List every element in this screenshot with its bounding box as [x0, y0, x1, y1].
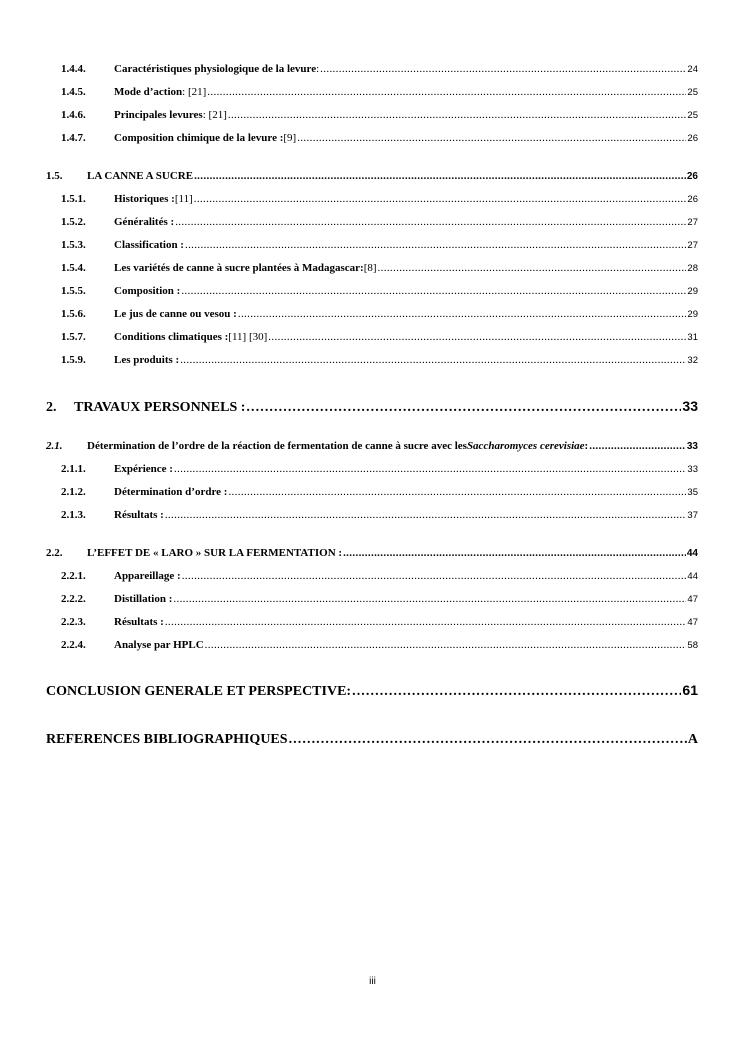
toc-title: TRAVAUX PERSONNELS : [74, 400, 246, 415]
toc-entry-1-5-2[interactable] [61, 216, 698, 228]
toc-entry-1-4-4[interactable] [61, 63, 698, 75]
toc-page: A [687, 732, 698, 747]
toc-title: Principales levures [114, 109, 203, 121]
toc-title: Classification : [114, 239, 184, 251]
toc-entry-2-2[interactable] [46, 547, 698, 559]
toc-number: 2.2. [46, 547, 63, 559]
toc-page: 29 [687, 286, 698, 297]
toc-number: 1.5.2. [61, 216, 86, 228]
toc-reference: : [21] [202, 109, 227, 121]
toc-number: 2. [46, 400, 57, 415]
toc-entry-1-4-6[interactable] [61, 109, 698, 121]
toc-number: 1.5.6. [61, 308, 86, 320]
toc-reference: [11] [174, 193, 193, 205]
toc-page: 27 [687, 217, 698, 228]
toc-title: Analyse par HPLC [114, 639, 204, 651]
toc-title: Appareillage : [114, 570, 181, 582]
toc-title: Détermination d’ordre : [114, 486, 228, 498]
toc-number: 1.5.5. [61, 285, 86, 297]
toc-number: 2.2.1. [61, 570, 86, 582]
toc-page: 29 [687, 309, 698, 320]
toc-page: 58 [687, 640, 698, 651]
toc-title: Composition chimique de la levure : [114, 132, 284, 144]
toc-number: 1.5. [46, 170, 63, 182]
toc-page: 27 [687, 240, 698, 251]
dot-leader [180, 354, 686, 366]
dot-leader [207, 86, 686, 98]
toc-page: 47 [687, 594, 698, 605]
toc-title: Composition : [114, 285, 181, 297]
page-number: iii [369, 976, 376, 987]
toc-entry-1-4-7[interactable] [61, 132, 698, 144]
toc-page: 44 [686, 548, 698, 559]
dot-leader [268, 331, 686, 343]
dot-leader [352, 684, 681, 700]
toc-number: 1.4.7. [61, 132, 86, 144]
toc-number: 2.2.3. [61, 616, 86, 628]
toc-page: 47 [687, 617, 698, 628]
toc-page: 33 [686, 441, 698, 452]
toc-title: Détermination de l’ordre de la réaction de fermentation de canne à sucre avec les [87, 440, 467, 452]
toc-number: 1.5.7. [61, 331, 86, 343]
toc-entry-1-5-1[interactable] [61, 193, 698, 205]
toc-title: REFERENCES BIBLIOGRAPHIQUES [46, 732, 288, 747]
dot-leader [205, 639, 687, 651]
toc-title-species: Saccharomyces cerevisiae [466, 440, 585, 452]
toc-number: 2.1. [46, 440, 63, 452]
toc-page: 26 [687, 133, 698, 144]
toc-entry-1-5-7[interactable] [61, 331, 698, 343]
toc-number: 1.5.9. [61, 354, 86, 366]
toc-entry-2-1-3[interactable] [61, 509, 698, 521]
toc-page: 37 [687, 510, 698, 521]
dot-leader [378, 262, 687, 274]
toc-title: CONCLUSION GENERALE ET PERSPECTIVE: [46, 684, 352, 699]
dot-leader [320, 63, 686, 75]
toc-page: 35 [687, 487, 698, 498]
dot-leader [173, 593, 686, 605]
toc-entry-1-5-4[interactable] [61, 262, 698, 274]
toc-title: Conditions climatiques : [114, 331, 229, 343]
dot-leader [228, 109, 687, 121]
toc-entry-2-2-4[interactable] [61, 639, 698, 651]
toc-page: 28 [687, 263, 698, 274]
toc-number: 1.4.4. [61, 63, 86, 75]
toc-page: 25 [687, 110, 698, 121]
dot-leader [175, 216, 686, 228]
toc-title: LA CANNE A SUCRE [87, 170, 194, 182]
toc-number: 1.5.4. [61, 262, 86, 274]
toc-number: 1.4.5. [61, 86, 86, 98]
dot-leader [181, 285, 686, 297]
toc-page: 25 [687, 87, 698, 98]
toc-entry-references[interactable] [46, 732, 698, 748]
dot-leader [238, 308, 687, 320]
toc-title: Distillation : [114, 593, 173, 605]
toc-page: 33 [682, 398, 698, 414]
toc-reference: [11] [30] [228, 331, 268, 343]
toc-title: Les variétés de canne à sucre plantées à Madagascar: [114, 262, 364, 274]
toc-entry-1-4-5[interactable] [61, 86, 698, 98]
dot-leader [289, 732, 687, 748]
toc-title: Le jus de canne ou vesou : [114, 308, 237, 320]
dot-leader [194, 170, 686, 182]
toc-number: 2.1.3. [61, 509, 86, 521]
dot-leader [165, 509, 687, 521]
toc-number: 2.1.2. [61, 486, 86, 498]
toc-entry-2-2-3[interactable] [61, 616, 698, 628]
toc-entry-1-5-5[interactable] [61, 285, 698, 297]
toc-entry-2-1[interactable] [46, 440, 698, 452]
toc-title: Expérience : [114, 463, 173, 475]
toc-page: 32 [687, 355, 698, 366]
toc-entry-conclusion[interactable] [46, 682, 698, 700]
toc-entry-1-5-6[interactable] [61, 308, 698, 320]
dot-leader [297, 132, 686, 144]
dot-leader [165, 616, 687, 628]
toc-reference: [8] [363, 262, 377, 274]
dot-leader [174, 463, 686, 475]
toc-entry-2-2-1[interactable] [61, 570, 698, 582]
toc-number: 1.5.3. [61, 239, 86, 251]
toc-title: Généralités : [114, 216, 175, 228]
dot-leader [228, 486, 686, 498]
toc-reference: : [316, 63, 320, 75]
toc-entry-1-5-3[interactable] [61, 239, 698, 251]
toc-entry-1-5-9[interactable] [61, 354, 698, 366]
toc-page: 31 [687, 332, 698, 343]
toc-page: 44 [687, 571, 698, 582]
toc-page: 26 [686, 171, 698, 182]
toc-title: L’EFFET DE « LARO » SUR LA FERMENTATION : [87, 547, 343, 559]
toc-page: 61 [682, 682, 698, 698]
dot-leader [194, 193, 687, 205]
toc-page: 33 [687, 464, 698, 475]
toc-title: Mode d’action [114, 86, 183, 98]
toc-entry-1-5[interactable] [46, 170, 698, 182]
toc-title: Les produits : [114, 354, 180, 366]
dot-leader [246, 400, 681, 416]
toc-number: 2.2.2. [61, 593, 86, 605]
toc-page: 26 [687, 194, 698, 205]
toc-title: Caractéristiques physiologique de la levure [114, 63, 317, 75]
toc-entry-2[interactable] [46, 398, 698, 416]
toc-number: 1.4.6. [61, 109, 86, 121]
toc-reference: : [21] [182, 86, 207, 98]
toc-number: 2.1.1. [61, 463, 86, 475]
toc-number: 2.2.4. [61, 639, 86, 651]
toc-number: 1.5.1. [61, 193, 86, 205]
dot-leader [343, 547, 686, 559]
dot-leader [589, 440, 686, 452]
toc-title: Résultats : [114, 616, 164, 628]
toc-entry-2-1-2[interactable] [61, 486, 698, 498]
toc-title-suffix: : [584, 440, 589, 452]
toc-entry-2-2-2[interactable] [61, 593, 698, 605]
dot-leader [185, 239, 686, 251]
toc-title: Historiques : [114, 193, 175, 205]
toc-reference: [9] [283, 132, 297, 144]
dot-leader [182, 570, 687, 582]
toc-page: 24 [687, 64, 698, 75]
toc-entry-2-1-1[interactable] [61, 463, 698, 475]
toc-title: Résultats : [114, 509, 164, 521]
